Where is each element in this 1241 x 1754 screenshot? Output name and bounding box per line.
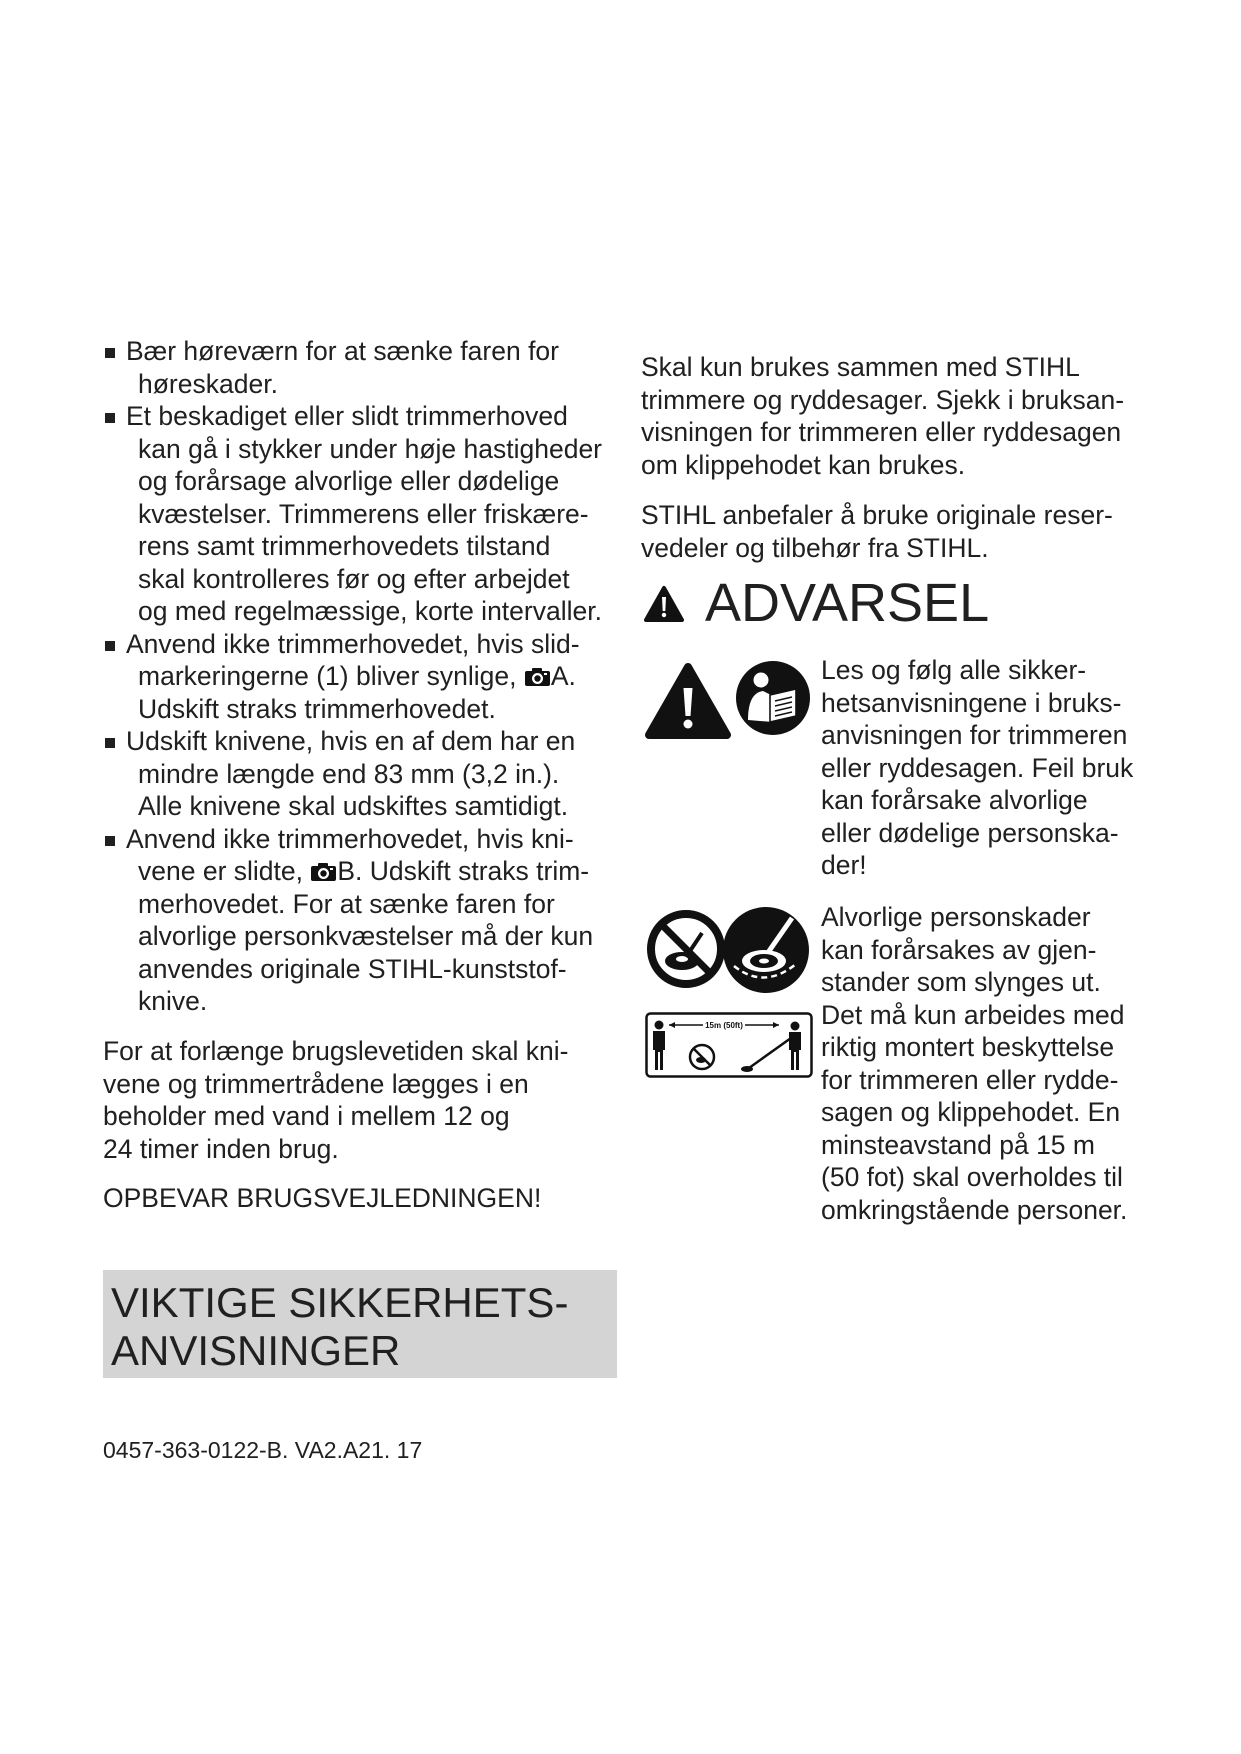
bullet-line-text: mindre længde end 83 mm (3,2 in.). (138, 758, 560, 789)
bullet-line-text: høreskader. (138, 368, 278, 399)
thrown-objects-line: kan forårsakes av gjen- (821, 934, 1097, 965)
parts-line: STIHL anbefaler å bruke originale reser- (641, 500, 1113, 530)
bullet-item (105, 725, 625, 823)
thrown-objects-line: for trimmeren eller rydde- (821, 1064, 1119, 1095)
read-manual-icon (735, 660, 811, 736)
usage-line: trimmere og ryddesager. Sjekk i bruksan- (641, 384, 1125, 415)
parts-paragraph (641, 499, 1113, 564)
keep-manual-notice: OPBEVAR BRUGSVEJLEDNINGEN! (103, 1183, 542, 1213)
usage-paragraph (641, 351, 1124, 481)
bullet-line-text: Udskift straks trimmerhovedet. (138, 693, 496, 724)
thrown-objects-line: (50 fot) skal overholdes til (821, 1162, 1123, 1192)
usage-line: Skal kun brukes sammen med STIHL (641, 352, 1080, 382)
parts-line: vedeler og tilbehør fra STIHL. (641, 532, 989, 563)
bullet-line-text: Bær høreværn for at sænke faren for (126, 336, 559, 366)
bullet-line-text: kan gå i stykker under høje hastigheder (138, 433, 603, 464)
bullet-line (105, 758, 625, 791)
bullet-line (105, 595, 625, 628)
warning-pictogram-icon (644, 661, 732, 741)
bullet-line (105, 498, 625, 531)
bullet-item (105, 400, 625, 628)
bullet-line-text: vene er slidte, (138, 856, 311, 886)
bullet-line (105, 790, 625, 823)
safety-bullet-list (105, 335, 625, 1018)
bullet-line-text: merhovedet. For at sænke faren for (138, 888, 555, 919)
thrown-objects-line: Alvorlige personskader (821, 902, 1091, 932)
bullet-line (105, 400, 625, 433)
usage-line: visningen for trimmeren eller ryddesagen (641, 417, 1122, 447)
camera-icon (524, 667, 551, 687)
thrown-objects-warning-text (821, 901, 1127, 1226)
bullet-line (105, 465, 625, 498)
bullet-line (105, 920, 625, 953)
read-manual-warning-text (821, 654, 1133, 882)
read-manual-line: kan forårsake alvorlige (821, 785, 1088, 815)
bullet-item (105, 823, 625, 1018)
bullet-line-text: skal kontrolleres før og efter arbejdet (138, 563, 570, 594)
bullet-line-text: kvæstelser. Trimmerens eller friskære- (138, 498, 589, 529)
bullet-line-text: A. (550, 661, 576, 691)
bullet-line-text: Anvend ikke trimmerhovedet, hvis kni- (126, 823, 574, 854)
document-code: 0457-363-0122-B. VA2.A21. 17 (103, 1437, 423, 1463)
bullet-line-text: anvendes originale STIHL-kunststof- (138, 953, 567, 984)
bullet-line (105, 530, 625, 563)
bullet-square-icon (105, 836, 115, 846)
storage-line: 24 timer inden brug. (103, 1133, 339, 1164)
section-heading-box (103, 1270, 617, 1378)
bullet-line (105, 855, 625, 888)
bullet-line (105, 660, 625, 693)
bullet-line (105, 368, 625, 401)
minimum-distance-pictogram (645, 1012, 813, 1078)
bullet-square-icon (105, 738, 115, 748)
bullet-line-text: B. Udskift straks trim- (337, 856, 590, 886)
bullet-item (105, 628, 625, 726)
storage-line: vene og trimmertrådene lægges i en (103, 1068, 529, 1099)
bullet-line-text: rens samt trimmerhovedets tilstand (138, 531, 551, 561)
section-heading-line: ANVISNINGER (111, 1327, 401, 1374)
bullet-line-text: markeringerne (1) bliver synlige, (138, 661, 524, 691)
read-manual-line: eller dødelige personska- (821, 817, 1119, 848)
bullet-line-text: Anvend ikke trimmerhovedet, hvis slid- (126, 628, 580, 659)
bullet-line (105, 953, 625, 986)
bullet-line-text: alvorlige personkvæstelser må der kun (138, 921, 594, 951)
bullet-line (105, 823, 625, 856)
section-heading-line: VIKTIGE SIKKERHETS- (111, 1279, 569, 1326)
read-manual-line: der! (821, 850, 867, 880)
camera-icon (310, 862, 337, 882)
thrown-objects-line: Det må kun arbeides med (821, 999, 1125, 1030)
bullet-line-text: Et beskadiget eller slidt trimmerhoved (126, 401, 568, 431)
usage-line: om klippehodet kan brukes. (641, 449, 966, 480)
read-manual-line: hetsanvisningene i bruks- (821, 687, 1122, 718)
distance-label: 15m (50ft) (705, 1021, 743, 1030)
bullet-line (105, 563, 625, 596)
bullet-line (105, 335, 625, 368)
thrown-objects-line: minsteavstand på 15 m (821, 1129, 1095, 1160)
bullet-line-text: Udskift knivene, hvis en af dem har en (126, 726, 576, 756)
bullet-line (105, 693, 625, 726)
bullet-line (105, 985, 625, 1018)
warning-title: ADVARSEL (705, 573, 990, 633)
storage-line: beholder med vand i mellem 12 og (103, 1101, 510, 1131)
bullet-line-text: Alle knivene skal udskiftes samtidigt. (138, 791, 569, 821)
section-heading (111, 1279, 617, 1375)
bullet-square-icon (105, 413, 115, 423)
thrown-objects-line: omkringstående personer. (821, 1194, 1128, 1225)
bullet-line (105, 628, 625, 661)
trimmer-head-icon (722, 906, 810, 994)
bullet-square-icon (105, 641, 115, 651)
small-prohibition-icon (690, 1045, 714, 1069)
thrown-objects-line: stander som slynges ut. (821, 967, 1101, 997)
bullet-line-text: og forårsage alvorlige eller dødelige (138, 466, 560, 496)
bullet-line (105, 433, 625, 466)
bullet-square-icon (105, 348, 115, 358)
bullet-line-text: knive. (138, 986, 208, 1016)
storage-paragraph (103, 1035, 568, 1165)
bullet-line (105, 888, 625, 921)
read-manual-line: eller ryddesagen. Feil bruk (821, 752, 1134, 783)
bullet-line-text: og med regelmæssige, korte intervaller. (138, 596, 602, 626)
storage-line: For at forlænge brugslevetiden skal kni- (103, 1036, 569, 1066)
warning-triangle-icon (643, 584, 685, 624)
thrown-objects-line: riktig montert beskyttelse (821, 1032, 1115, 1062)
read-manual-line: Les og følg alle sikker- (821, 655, 1087, 685)
no-bystanders-prohibition-icon (646, 909, 726, 989)
bullet-line (105, 725, 625, 758)
read-manual-line: anvisningen for trimmeren (821, 720, 1128, 750)
thrown-objects-line: sagen og klippehodet. En (821, 1097, 1121, 1127)
bullet-item (105, 335, 625, 400)
